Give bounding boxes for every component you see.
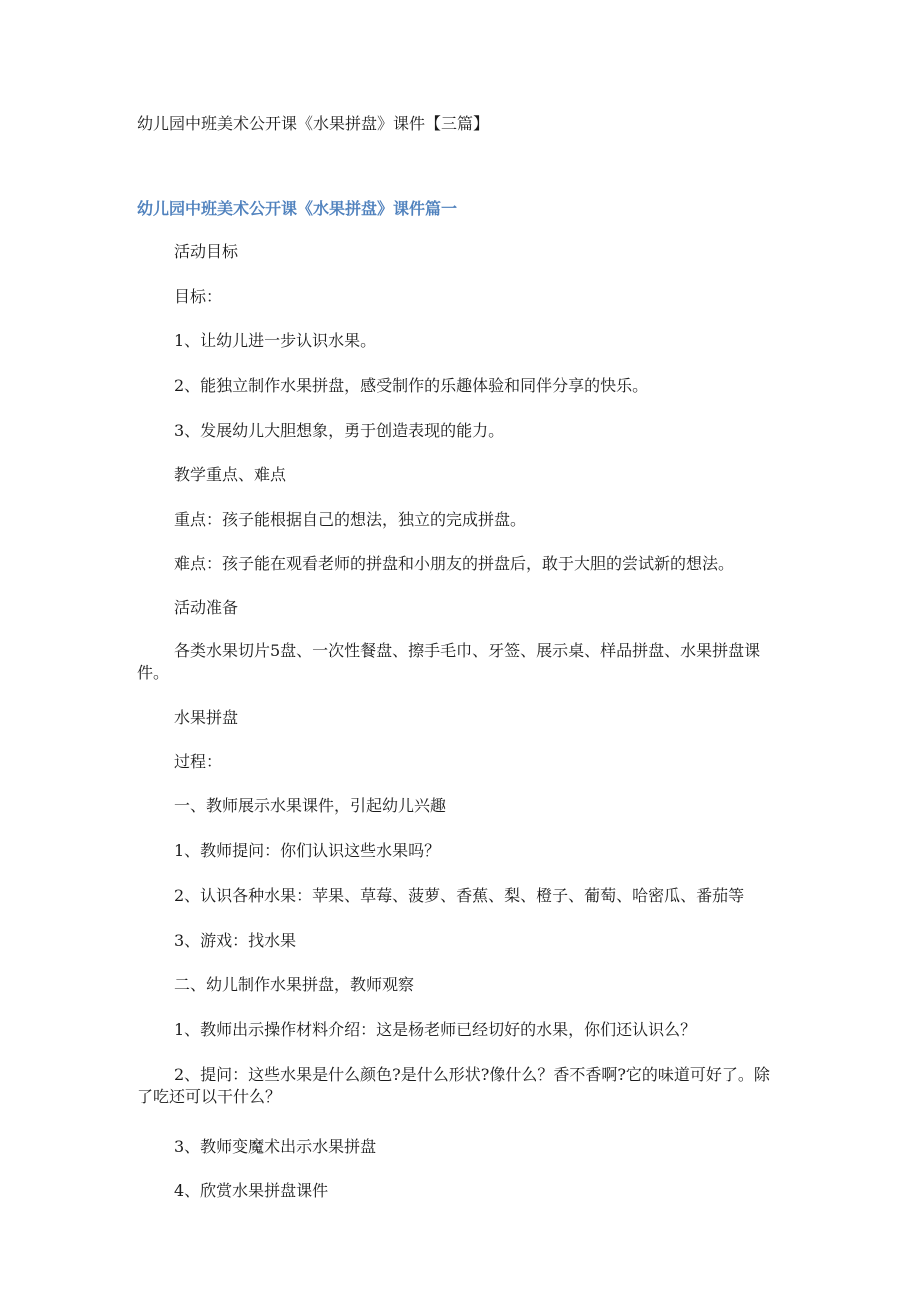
document-title: 幼儿园中班美术公开课《水果拼盘》课件【三篇】	[137, 114, 490, 133]
paragraph: 3、发展幼儿大胆想象，勇于创造表现的能力。	[174, 421, 505, 440]
paragraph: 1、教师提问：你们认识这些水果吗？	[174, 841, 441, 860]
paragraph: 过程：	[174, 752, 223, 771]
paragraph: 教学重点、难点	[174, 465, 287, 484]
paragraph: 1、让幼儿进一步认识水果。	[174, 331, 377, 350]
paragraph: 各类水果切片5盘、一次性餐盘、擦手毛巾、牙签、展示桌、样品拼盘、水果拼盘课件。	[137, 641, 761, 682]
paragraph: 2、提问：这些水果是什么颜色?是什么形状?像什么？香不香啊?它的味道可好了。除了吃还可以干什么？	[137, 1065, 770, 1106]
paragraph: 1、教师出示操作材料介绍：这是杨老师已经切好的水果，你们还认识么？	[174, 1020, 697, 1039]
section-heading: 幼儿园中班美术公开课《水果拼盘》课件篇一	[137, 199, 458, 218]
paragraph: 一、教师展示水果课件，引起幼儿兴趣	[174, 796, 447, 815]
paragraph: 3、游戏：找水果	[174, 931, 297, 950]
paragraph: 难点：孩子能在观看老师的拼盘和小朋友的拼盘后，敢于大胆的尝试新的想法。	[174, 554, 735, 573]
paragraph: 二、幼儿制作水果拼盘，教师观察	[174, 975, 415, 994]
paragraph: 活动准备	[174, 598, 239, 617]
paragraph: 活动目标	[174, 242, 239, 261]
paragraph: 水果拼盘	[174, 708, 239, 727]
paragraph: 2、认识各种水果：苹果、草莓、菠萝、香蕉、梨、橙子、葡萄、哈密瓜、番茄等	[174, 886, 745, 905]
paragraph: 2、能独立制作水果拼盘，感受制作的乐趣体验和同伴分享的快乐。	[174, 376, 649, 395]
paragraph: 目标：	[174, 287, 223, 306]
paragraph: 4、欣赏水果拼盘课件	[174, 1181, 329, 1200]
paragraph: 3、教师变魔术出示水果拼盘	[174, 1137, 377, 1156]
paragraph: 重点：孩子能根据自己的想法，独立的完成拼盘。	[174, 510, 527, 529]
